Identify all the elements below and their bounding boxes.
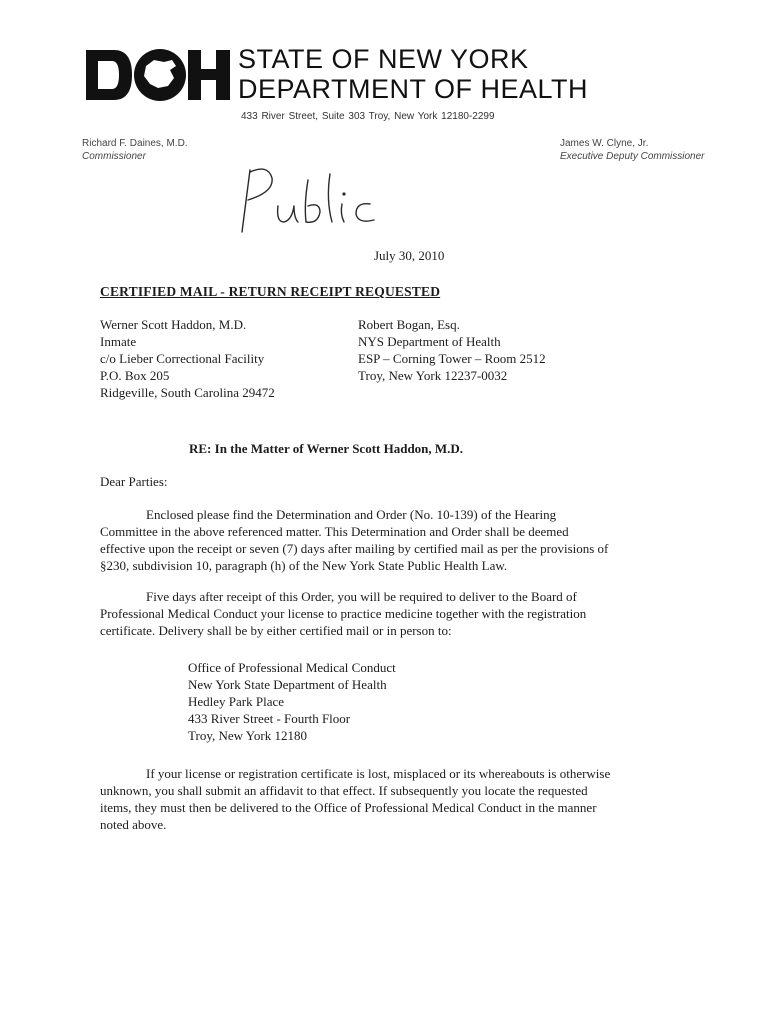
paragraph-line: Enclosed please find the Determination and Order (No. 10-139) of the Hearing xyxy=(146,507,557,522)
department-name: DEPARTMENT OF HEALTH xyxy=(238,74,589,104)
address-line: NYS Department of Health xyxy=(358,334,501,349)
address-line: Hedley Park Place xyxy=(188,694,285,709)
paragraph-line: effective upon the receipt or seven (7) days after mailing by certified mail as per the provisions of xyxy=(100,541,609,556)
re-line: RE: In the Matter of Werner Scott Haddon, M.D. xyxy=(189,441,464,456)
address-line: Office of Professional Medical Conduct xyxy=(188,660,396,675)
recipient-address-left xyxy=(100,316,275,401)
paragraph-line: If your license or registration certificate is lost, misplaced or its whereabouts is otherwise xyxy=(146,766,611,781)
deputy-commissioner-block xyxy=(560,137,705,163)
paragraph-line: §230, subdivision 10, paragraph (h) of the New York State Public Health Law. xyxy=(100,558,508,573)
paragraph-line: certificate. Delivery shall be by either certified mail or in person to: xyxy=(100,623,452,638)
logo-text: DOH xyxy=(84,46,87,47)
paragraph-line: Committee in the above referenced matter. This Determination and Order shall be deemed xyxy=(100,524,569,539)
deputy-commissioner-title: Executive Deputy Commissioner xyxy=(560,151,705,162)
letter-date: July 30, 2010 xyxy=(374,248,445,263)
deputy-commissioner-name: James W. Clyne, Jr. xyxy=(560,138,649,149)
paragraph-line: Professional Medical Conduct your license to practice medicine together with the registration xyxy=(100,606,587,621)
salutation: Dear Parties: xyxy=(100,474,168,489)
certified-mail-heading: CERTIFIED MAIL - RETURN RECEIPT REQUESTED xyxy=(100,284,441,299)
paragraph-line: items, they must then be delivered to the Office of Professional Medical Conduct in the manner xyxy=(100,800,597,815)
paragraph-line: noted above. xyxy=(100,817,167,832)
address-line: Troy, New York 12237-0032 xyxy=(358,368,508,383)
address-line: Inmate xyxy=(100,334,137,349)
doh-logo xyxy=(84,46,234,104)
handwritten-text: Public xyxy=(228,160,231,161)
commissioner-name: Richard F. Daines, M.D. xyxy=(82,138,188,149)
address-line: c/o Lieber Correctional Facility xyxy=(100,351,265,366)
paragraph-line: unknown, you shall submit an affidavit to that effect. If subsequently you locate the requested xyxy=(100,783,588,798)
address-line: ESP – Corning Tower – Room 2512 xyxy=(358,351,546,366)
address-line: Ridgeville, South Carolina 29472 xyxy=(100,385,275,400)
handwritten-public-note xyxy=(228,160,388,238)
address-line: Troy, New York 12180 xyxy=(188,728,307,743)
paragraph-line: Five days after receipt of this Order, you will be required to deliver to the Board of xyxy=(146,589,577,604)
paragraph-delivery xyxy=(100,588,586,639)
commissioner-block xyxy=(82,137,188,163)
address-line: Robert Bogan, Esq. xyxy=(358,317,460,332)
address-line: P.O. Box 205 xyxy=(100,368,170,383)
address-line: New York State Department of Health xyxy=(188,677,387,692)
delivery-address xyxy=(188,659,396,744)
recipient-address-right xyxy=(358,316,546,384)
department-address: 433 River Street, Suite 303 Troy, New York 12180-2299 xyxy=(241,111,495,122)
address-line: 433 River Street - Fourth Floor xyxy=(188,711,351,726)
paragraph-determination xyxy=(100,506,608,574)
address-line: Werner Scott Haddon, M.D. xyxy=(100,317,247,332)
paragraph-lost-license xyxy=(100,765,610,833)
department-state: STATE OF NEW YORK xyxy=(238,44,529,74)
commissioner-title: Commissioner xyxy=(82,151,146,162)
